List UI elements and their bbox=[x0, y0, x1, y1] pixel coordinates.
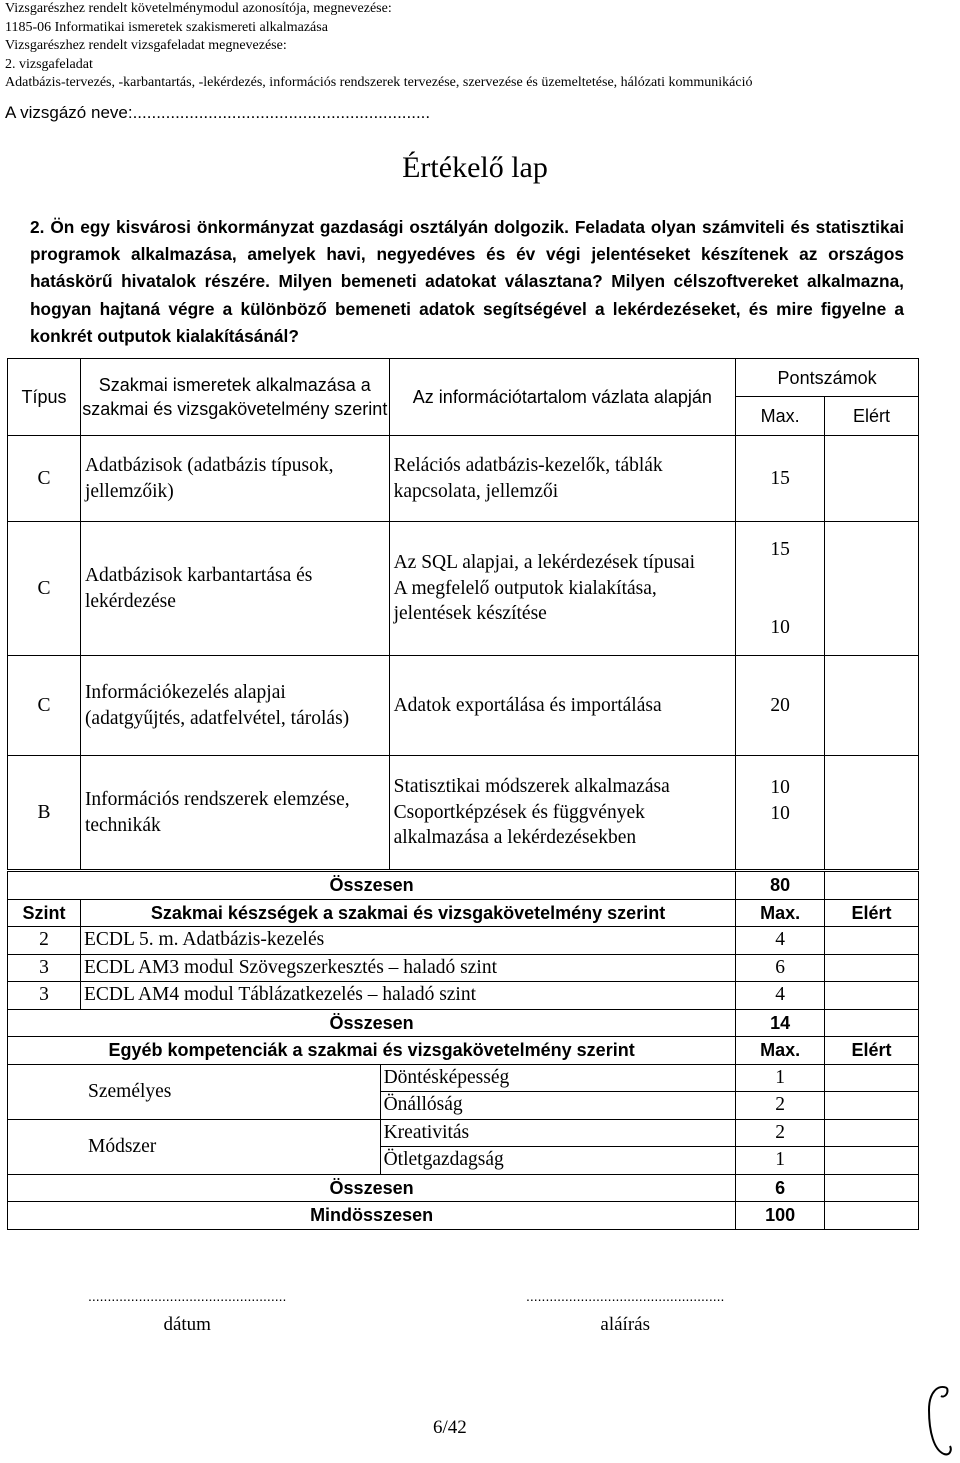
col-header-info: Az információtartalom vázlata alapján bbox=[389, 359, 736, 436]
group-label: Személyes bbox=[8, 1064, 381, 1119]
achieved-cell[interactable] bbox=[825, 1202, 919, 1230]
subtotal-row bbox=[8, 1174, 919, 1202]
date-signature-block bbox=[88, 1288, 286, 1336]
header-line: 2. vizsgafeladat bbox=[5, 56, 93, 72]
subtotal-row bbox=[8, 1009, 919, 1037]
max-cell: 1 bbox=[736, 1147, 825, 1175]
table-row bbox=[8, 656, 919, 756]
info-cell bbox=[389, 756, 736, 870]
achieved-cell[interactable] bbox=[825, 1009, 919, 1037]
type-cell: C bbox=[8, 436, 81, 522]
col-header-max: Max. bbox=[736, 397, 825, 436]
table-row bbox=[8, 522, 919, 656]
max-cell: 6 bbox=[736, 954, 825, 982]
achieved-cell[interactable] bbox=[825, 1147, 919, 1175]
header-line: 1185-06 Informatikai ismeretek szakismereti alkalmazása bbox=[5, 19, 328, 35]
achieved-cell[interactable] bbox=[825, 1092, 919, 1120]
skill-cell: Információs rendszerek elemzése, technikák bbox=[80, 756, 389, 870]
page-number: 6/42 bbox=[433, 1417, 467, 1438]
max-value: 10 bbox=[770, 802, 790, 824]
competency-label: Önállóság bbox=[380, 1092, 736, 1120]
grand-total-row bbox=[8, 1202, 919, 1230]
signature-block bbox=[526, 1288, 724, 1336]
signature-line[interactable]: ................................................... bbox=[526, 1288, 725, 1304]
subtotal-label: Összesen bbox=[8, 1009, 736, 1037]
max-cell: 4 bbox=[736, 982, 825, 1010]
skill-label: ECDL AM3 modul Szövegszerkesztés – haladó szint bbox=[80, 954, 735, 982]
achieved-cell[interactable] bbox=[825, 1119, 919, 1147]
skill-label: ECDL 5. m. Adatbázis-kezelés bbox=[80, 927, 735, 955]
max-header: Max. bbox=[736, 899, 825, 927]
date-label: dátum bbox=[163, 1314, 211, 1335]
max-cell: 2 bbox=[736, 1092, 825, 1120]
max-value: 15 bbox=[770, 539, 790, 560]
other-header-row bbox=[8, 1037, 919, 1065]
level-header: Szint bbox=[8, 899, 81, 927]
grand-total-label: Mindösszesen bbox=[8, 1202, 736, 1230]
header-line: Vizsgarészhez rendelt követelménymodul azonosítója, megnevezése: bbox=[5, 1, 392, 16]
header-line: Vizsgarészhez rendelt vizsgafeladat megnevezése: bbox=[5, 38, 287, 54]
level-cell: 3 bbox=[8, 954, 81, 982]
achieved-cell[interactable] bbox=[825, 954, 919, 982]
max-value: 10 bbox=[770, 777, 790, 798]
info-item: Csoportképzések és függvények alkalmazása a lekérdezésekben bbox=[393, 801, 645, 849]
info-item: Statisztikai módszerek alkalmazása bbox=[393, 776, 670, 798]
table-row bbox=[8, 954, 919, 982]
handwritten-mark-icon bbox=[920, 1380, 956, 1460]
competency-label: Ötletgazdagság bbox=[380, 1147, 736, 1175]
subtotal-row bbox=[8, 872, 919, 900]
table-row bbox=[8, 756, 919, 870]
skill-cell: Adatbázisok (adatbázis típusok, jellemzőik) bbox=[80, 436, 389, 522]
col-header-achieved: Elért bbox=[825, 397, 919, 436]
level-cell: 3 bbox=[8, 982, 81, 1010]
competency-label: Döntésképesség bbox=[380, 1064, 736, 1092]
max-value: 10 bbox=[770, 616, 790, 638]
max-header: Max. bbox=[736, 1037, 825, 1065]
info-cell bbox=[389, 522, 736, 656]
date-line[interactable]: ................................................... bbox=[88, 1288, 287, 1304]
achieved-cell[interactable] bbox=[825, 522, 919, 656]
max-cell: 4 bbox=[736, 927, 825, 955]
max-cell: 20 bbox=[736, 656, 825, 756]
achieved-cell[interactable] bbox=[825, 1064, 919, 1092]
candidate-name-line: A vizsgázó neve:............................................................... bbox=[5, 103, 431, 122]
type-cell: C bbox=[8, 522, 81, 656]
achieved-cell[interactable] bbox=[825, 872, 919, 900]
subtotal-label: Összesen bbox=[8, 872, 736, 900]
document-header bbox=[5, 0, 752, 93]
skills-header-row bbox=[8, 899, 919, 927]
table-row bbox=[8, 927, 919, 955]
competency-label: Kreativitás bbox=[380, 1119, 736, 1147]
achieved-cell[interactable] bbox=[825, 756, 919, 870]
evaluation-table bbox=[7, 358, 919, 870]
type-cell: C bbox=[8, 656, 81, 756]
col-header-type: Típus bbox=[8, 359, 81, 436]
table-row bbox=[8, 982, 919, 1010]
skills-header: Szakmai készségek a szakmai és vizsgakövetelmény szerint bbox=[80, 899, 735, 927]
subtotal-label: Összesen bbox=[8, 1174, 736, 1202]
subtotal-value: 6 bbox=[736, 1174, 825, 1202]
achieved-cell[interactable] bbox=[825, 656, 919, 756]
max-cell: 1 bbox=[736, 1064, 825, 1092]
header-line: Adatbázis-tervezés, -karbantartás, -lekérdezés, információs rendszerek tervezése, szervezése és üzemeltetése, hálózati kommunikáció bbox=[5, 75, 753, 91]
achieved-header: Elért bbox=[825, 899, 919, 927]
achieved-cell[interactable] bbox=[825, 1174, 919, 1202]
col-header-points: Pontszámok bbox=[736, 359, 919, 397]
other-competencies-header: Egyéb kompetenciák a szakmai és vizsgakövetelmény szerint bbox=[8, 1037, 736, 1065]
type-cell: B bbox=[8, 756, 81, 870]
signature-label: aláírás bbox=[600, 1314, 650, 1335]
table-row bbox=[8, 436, 919, 522]
level-cell: 2 bbox=[8, 927, 81, 955]
group-label: Módszer bbox=[8, 1119, 381, 1174]
max-cell: 15 bbox=[736, 436, 825, 522]
grand-total-value: 100 bbox=[736, 1202, 825, 1230]
achieved-cell[interactable] bbox=[825, 436, 919, 522]
info-item: A megfelelő outputok kialakítása, jelentések készítése bbox=[393, 577, 657, 625]
skill-cell: Adatbázisok karbantartása és lekérdezése bbox=[80, 522, 389, 656]
achieved-cell[interactable] bbox=[825, 927, 919, 955]
info-cell: Adatok exportálása és importálása bbox=[389, 656, 736, 756]
task-description: 2. Ön egy kisvárosi önkormányzat gazdasági osztályán dolgozik. Feladata olyan számviteli és statisztikai programok alkalmazása, amelyek havi, negyedéves és év végi jelentéseket készítenek az országos hatáskörű hivatalok részére. Milyen bemeneti adatokat választana? Milyen célszoftvereket alkalmazna, hogyan hajtaná végre a különböző bemeneti adatok segítségével a lekérdezéseket, és mire figyelne a konkrét outputok kialakításánál? bbox=[30, 217, 904, 346]
max-cell bbox=[736, 522, 825, 656]
subtotal-value: 14 bbox=[736, 1009, 825, 1037]
achieved-header: Elért bbox=[825, 1037, 919, 1065]
competency-table bbox=[7, 871, 919, 1230]
max-cell: 2 bbox=[736, 1119, 825, 1147]
max-cell bbox=[736, 756, 825, 870]
page-title-text: Értékelő lap bbox=[402, 151, 548, 184]
skill-cell: Információkezelés alapjai (adatgyűjtés, adatfelvétel, tárolás) bbox=[80, 656, 389, 756]
achieved-cell[interactable] bbox=[825, 982, 919, 1010]
table-row bbox=[8, 1119, 919, 1147]
info-item: Az SQL alapjai, a lekérdezések típusai bbox=[393, 552, 695, 574]
subtotal-value: 80 bbox=[736, 872, 825, 900]
skill-label: ECDL AM4 modul Táblázatkezelés – haladó szint bbox=[80, 982, 735, 1010]
page-title bbox=[0, 151, 960, 185]
col-header-skill: Szakmai ismeretek alkalmazása a szakmai és vizsgakövetelmény szerint bbox=[80, 359, 389, 436]
table-row bbox=[8, 1064, 919, 1092]
info-cell: Relációs adatbázis-kezelők, táblák kapcsolata, jellemzői bbox=[389, 436, 736, 522]
